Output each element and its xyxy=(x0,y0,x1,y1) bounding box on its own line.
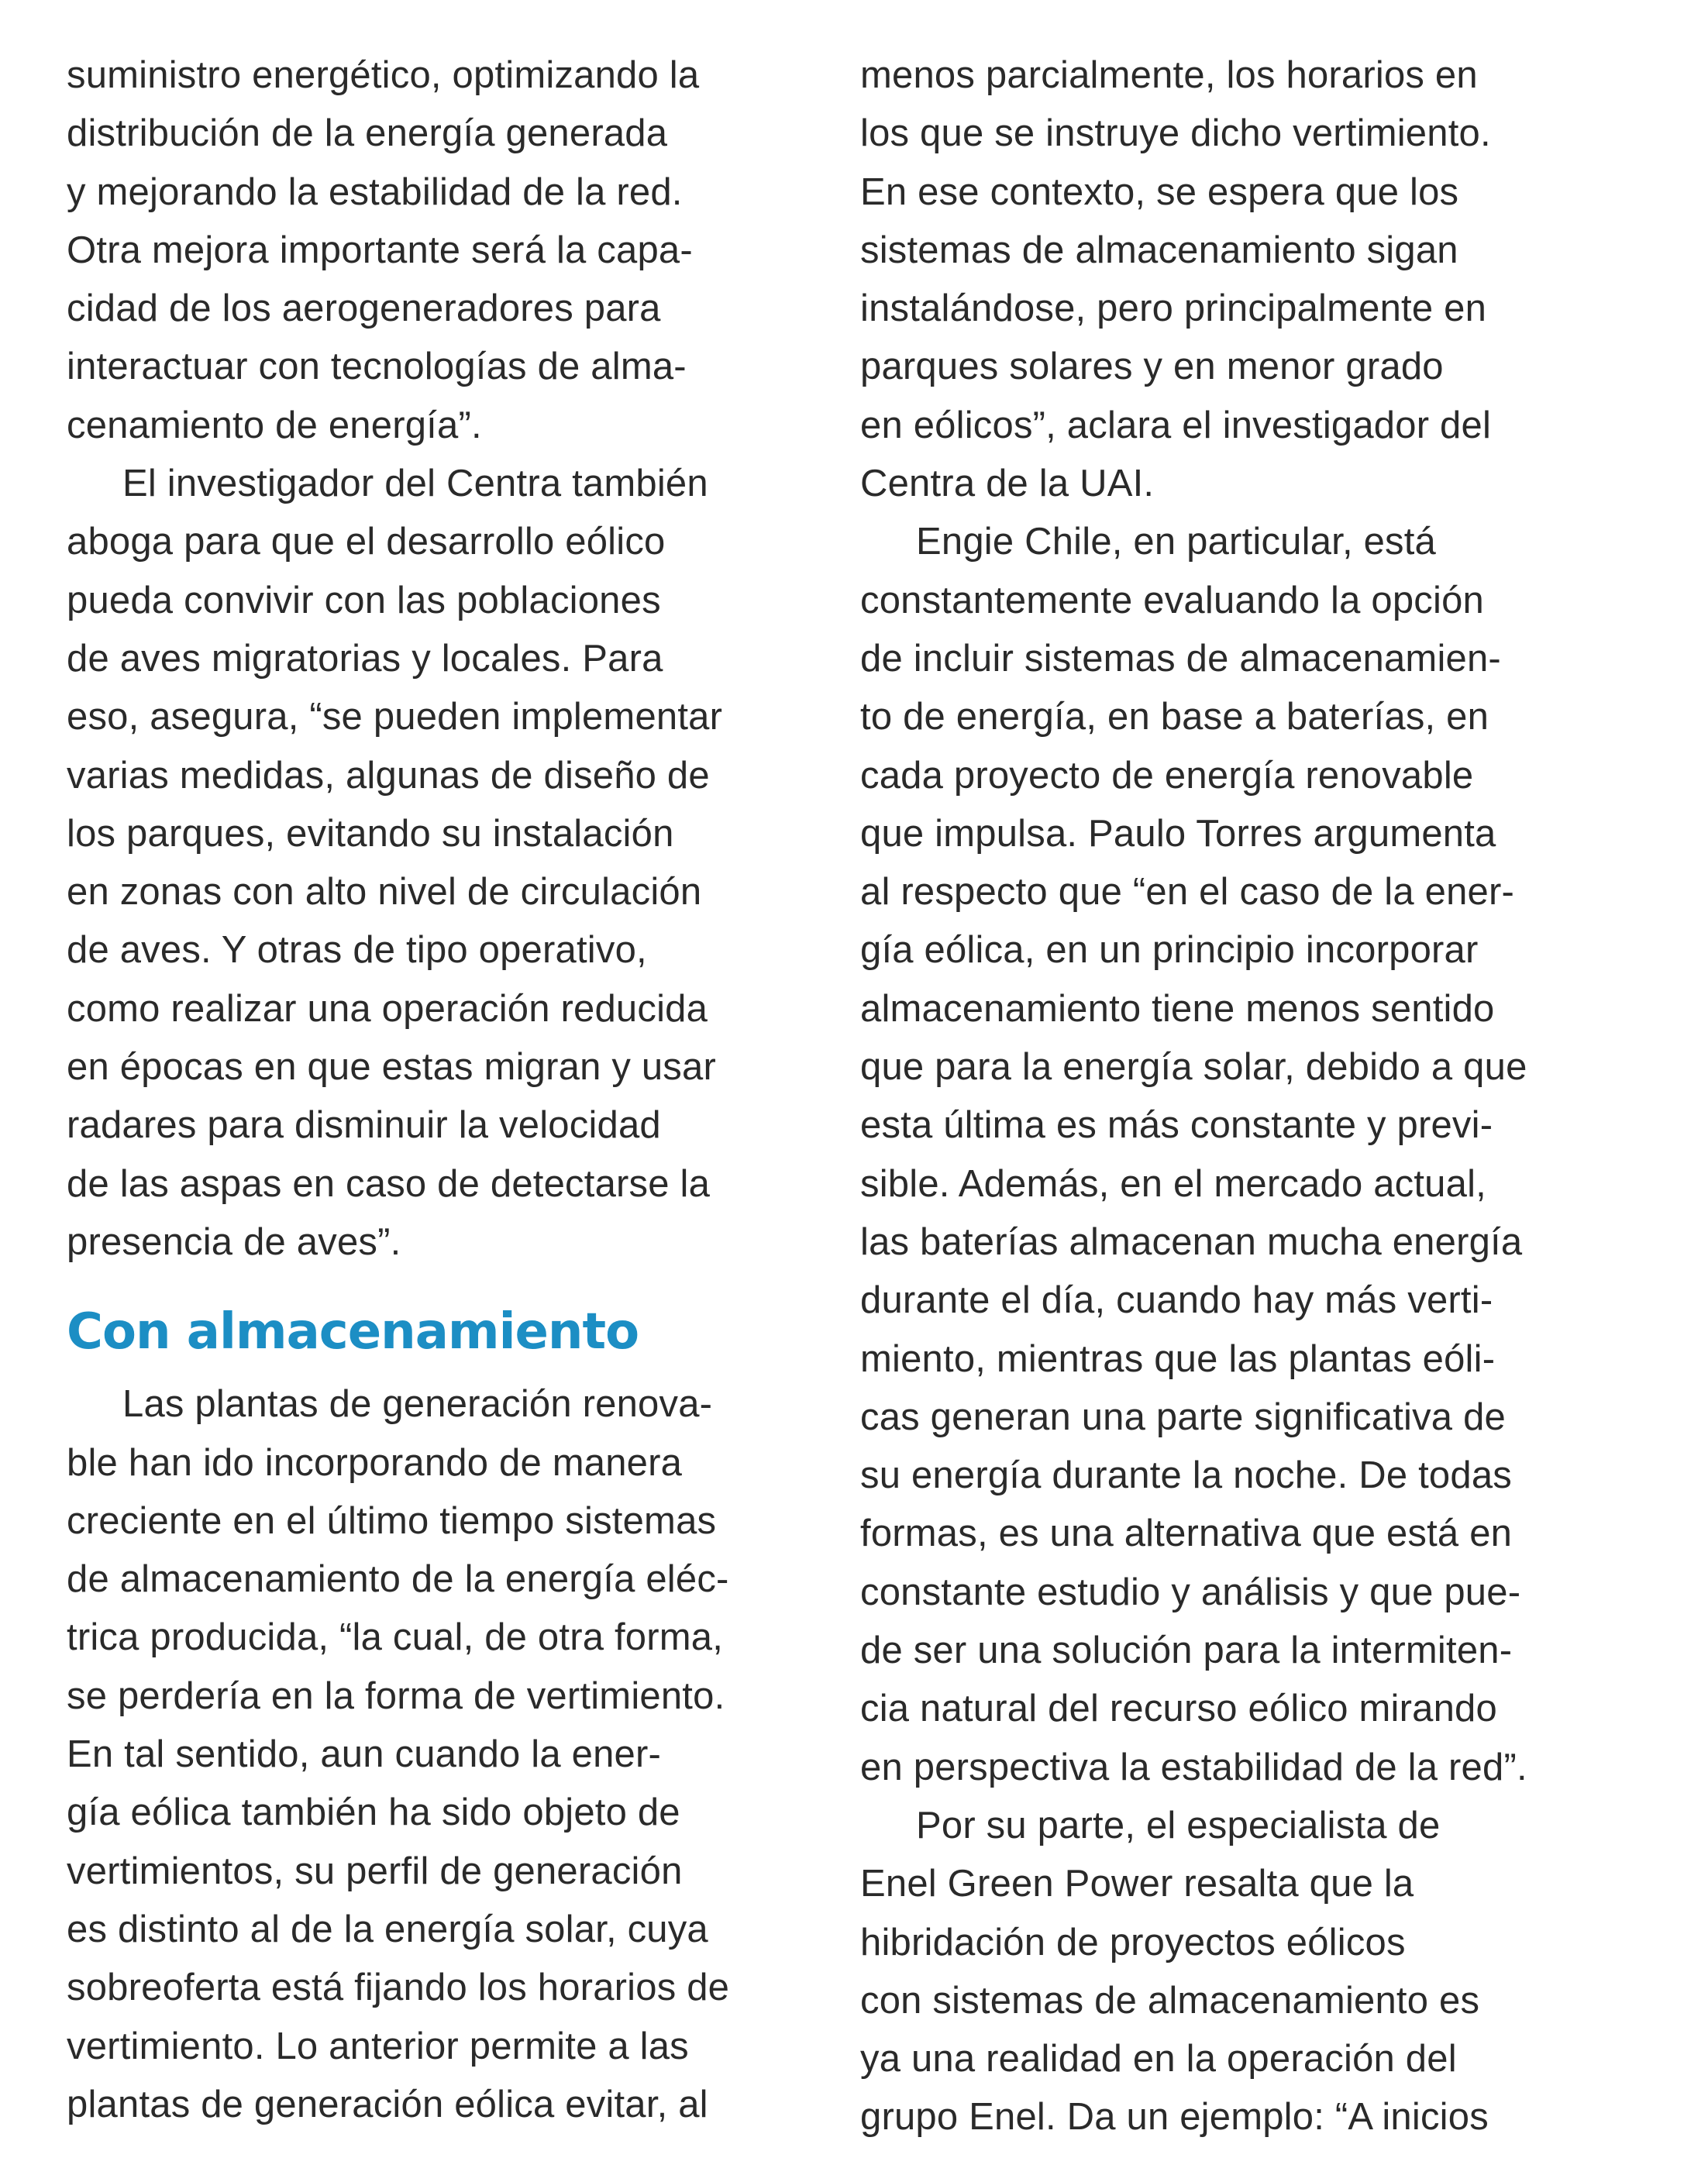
text-line: gía eólica, en un principio incorporar xyxy=(860,929,1479,972)
text-line: de aves migratorias y locales. Para xyxy=(67,637,663,680)
text-line: ble han ido incorporando de manera xyxy=(67,1441,683,1484)
text-line: vertimientos, su perfil de generación xyxy=(67,1850,683,1892)
text-line: cidad de los aerogeneradores para xyxy=(67,287,661,330)
text-line: suministro energético, optimizando la xyxy=(67,54,700,96)
text-line: plantas de generación eólica evitar, al xyxy=(67,2083,708,2125)
text-line: instalándose, pero principalmente en xyxy=(860,287,1487,330)
paragraph-engie xyxy=(860,513,1635,1797)
text-line: en épocas en que estas migran y usar xyxy=(67,1046,716,1089)
text-line: miento, mientras que las plantas eóli- xyxy=(860,1337,1496,1380)
text-line: varias medidas, algunas de diseño de xyxy=(67,754,710,797)
text-line: Las plantas de generación renova- xyxy=(122,1383,713,1426)
text-line: pueda convivir con las poblaciones xyxy=(67,579,661,621)
text-line: presencia de aves”. xyxy=(67,1220,401,1263)
paragraph-enel xyxy=(860,1797,1635,2147)
text-line: constante estudio y análisis y que pue- xyxy=(860,1571,1521,1613)
text-line: es distinto al de la energía solar, cuya xyxy=(67,1908,708,1950)
text-line: las baterías almacenan mucha energía xyxy=(860,1220,1523,1263)
text-line: Por su parte, el especialista de xyxy=(916,1804,1441,1846)
text-line: to de energía, en base a baterías, en xyxy=(860,696,1489,738)
paragraph-aves xyxy=(67,455,811,1272)
text-line: de las aspas en caso de detectarse la xyxy=(67,1162,711,1205)
text-line: los parques, evitando su instalación xyxy=(67,812,674,855)
paragraph-intro xyxy=(67,46,811,455)
text-line: cada proyecto de energía renovable xyxy=(860,754,1474,797)
text-line: sible. Además, en el mercado actual, xyxy=(860,1162,1486,1205)
text-line: en zonas con alto nivel de circulación xyxy=(67,871,702,914)
text-line: En tal sentido, aun cuando la ener- xyxy=(67,1733,662,1776)
text-line: de aves. Y otras de tipo operativo, xyxy=(67,929,647,972)
text-line: constantemente evaluando la opción xyxy=(860,579,1484,621)
text-line: esta última es más constante y previ- xyxy=(860,1104,1493,1147)
text-line: aboga para que el desarrollo eólico xyxy=(67,521,666,563)
paragraph-continuation xyxy=(860,46,1635,513)
text-line: cia natural del recurso eólico mirando xyxy=(860,1688,1497,1730)
text-line: cenamiento de energía”. xyxy=(67,404,482,446)
text-line: y mejorando la estabilidad de la red. xyxy=(67,170,683,213)
text-line: de ser una solución para la intermiten- xyxy=(860,1630,1513,1672)
text-line: En ese contexto, se espera que los xyxy=(860,170,1459,213)
text-line: Centra de la UAI. xyxy=(860,463,1155,505)
text-line: los que se instruye dicho vertimiento. xyxy=(860,112,1491,155)
text-line: Engie Chile, en particular, está xyxy=(916,521,1437,563)
text-line: trica producida, “la cual, de otra forma, xyxy=(67,1616,724,1659)
text-line: al respecto que “en el caso de la ener- xyxy=(860,871,1515,914)
text-line: interactuar con tecnologías de alma- xyxy=(67,346,687,388)
text-line: cas generan una parte significativa de xyxy=(860,1396,1506,1438)
text-line: sistemas de almacenamiento sigan xyxy=(860,229,1458,271)
text-line: de almacenamiento de la energía eléc- xyxy=(67,1558,729,1601)
text-line: sobreoferta está fijando los horarios de xyxy=(67,1967,730,2009)
text-line: Otra mejora importante será la capa- xyxy=(67,229,693,271)
text-line: en eólicos”, aclara el investigador del xyxy=(860,404,1492,446)
text-line: grupo Enel. Da un ejemplo: “A inicios xyxy=(860,2096,1489,2139)
text-line: Enel Green Power resalta que la xyxy=(860,1863,1414,1905)
text-line: almacenamiento tiene menos sentido xyxy=(860,987,1495,1030)
text-line: que impulsa. Paulo Torres argumenta xyxy=(860,812,1496,855)
text-line: como realizar una operación reducida xyxy=(67,987,708,1030)
text-line: formas, es una alternativa que está en xyxy=(860,1513,1513,1555)
section-heading: Con almacenamiento xyxy=(67,1303,639,1361)
text-line: creciente en el último tiempo sistemas xyxy=(67,1499,717,1542)
text-line: que para la energía solar, debido a que xyxy=(860,1046,1527,1089)
text-line: El investigador del Centra también xyxy=(122,463,708,505)
text-line: su energía durante la noche. De todas xyxy=(860,1454,1512,1497)
text-line: con sistemas de almacenamiento es xyxy=(860,1979,1480,2022)
text-line: hibridación de proyectos eólicos xyxy=(860,1921,1406,1963)
text-line: eso, asegura, “se pueden implementar xyxy=(67,696,723,738)
text-line: durante el día, cuando hay más verti- xyxy=(860,1279,1493,1322)
text-line: ya una realidad en la operación del xyxy=(860,2038,1457,2080)
text-line: de incluir sistemas de almacenamien- xyxy=(860,637,1501,680)
text-line: parques solares y en menor grado xyxy=(860,346,1444,388)
text-line: menos parcialmente, los horarios en xyxy=(860,54,1478,96)
text-line: distribución de la energía generada xyxy=(67,112,668,155)
paragraph-almacenamiento xyxy=(67,1375,811,2134)
text-line: vertimiento. Lo anterior permite a las xyxy=(67,2025,689,2067)
text-line: en perspectiva la estabilidad de la red”. xyxy=(860,1746,1527,1788)
left-column xyxy=(67,46,811,2134)
text-line: se perdería en la forma de vertimiento. xyxy=(67,1674,725,1717)
text-line: gía eólica también ha sido objeto de xyxy=(67,1791,680,1834)
right-column xyxy=(860,46,1635,2147)
text-line: radares para disminuir la velocidad xyxy=(67,1104,661,1147)
